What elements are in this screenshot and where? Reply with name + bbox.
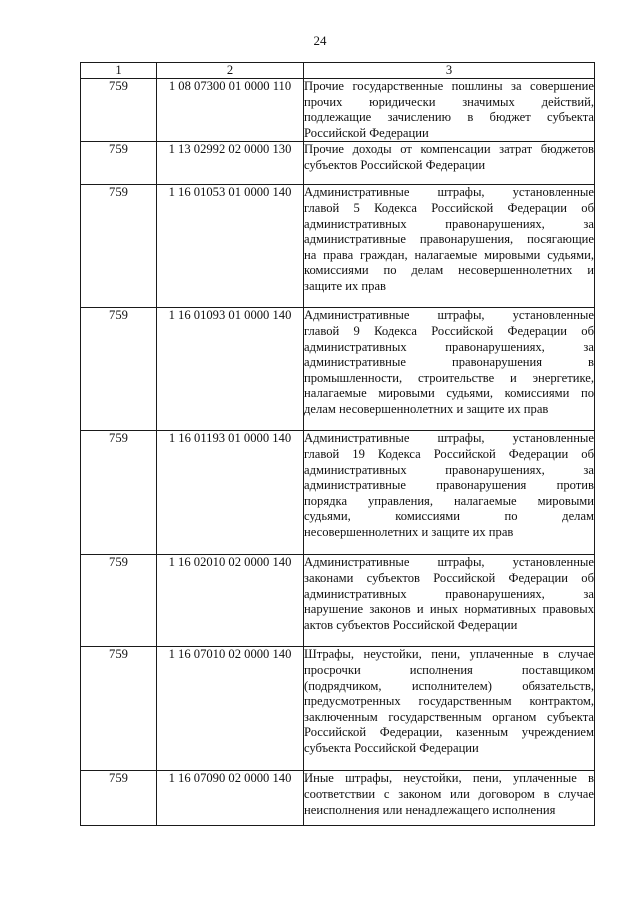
revenue-name-line: Иные штрафы, неустойки, пени, уплаченные в bbox=[304, 771, 594, 786]
revenue-name-line: Прочие доходы от компенсации затрат бюджетов bbox=[304, 142, 594, 157]
revenue-name-line: административных правонарушениях, за bbox=[304, 586, 594, 601]
budget-classification-code: 1 16 02010 02 0000 140 bbox=[157, 555, 304, 647]
revenue-name-line: порядка управления, налагаемые мировыми bbox=[304, 493, 594, 508]
table-row bbox=[81, 142, 595, 185]
table-row bbox=[81, 185, 595, 308]
revenue-name-line: (подрядчиком, исполнителем) обязательств, bbox=[304, 678, 594, 693]
administrator-code: 759 bbox=[81, 308, 157, 431]
revenue-name-line: законами субъектов Российской Федерации об bbox=[304, 570, 594, 585]
column-header-1: 1 bbox=[81, 63, 157, 79]
revenue-name-line: подлежащие зачислению в бюджет субъекта bbox=[304, 110, 594, 125]
revenue-name-line: административные правонарушения в bbox=[304, 355, 594, 370]
revenue-name-line: Административные штрафы, установленные bbox=[304, 431, 594, 446]
revenue-name-line: субъекта Российской Федерации bbox=[304, 740, 479, 755]
revenue-name bbox=[304, 431, 595, 555]
revenue-name-line: главой 9 Кодекса Российской Федерации об bbox=[304, 323, 594, 338]
revenue-name bbox=[304, 647, 595, 771]
revenue-name-line: Административные штрафы, установленные bbox=[304, 308, 594, 323]
revenue-name-line: Российской Федерации bbox=[304, 125, 429, 140]
revenue-name-line: комиссиями по делам несовершеннолетних и bbox=[304, 263, 594, 278]
revenue-name-line: соответствии с законом или договором в случае bbox=[304, 786, 594, 801]
table-row bbox=[81, 79, 595, 142]
revenue-name-line: судьями, комиссиями по делам bbox=[304, 509, 594, 524]
revenue-name-line: предусмотренных государственным контрактом, bbox=[304, 694, 594, 709]
revenue-name-line: актов субъектов Российской Федерации bbox=[304, 617, 518, 632]
revenue-name bbox=[304, 555, 595, 647]
table-row bbox=[81, 431, 595, 555]
revenue-name-line: Административные штрафы, установленные bbox=[304, 555, 594, 570]
budget-classification-code: 1 16 01093 01 0000 140 bbox=[157, 308, 304, 431]
table-row bbox=[81, 771, 595, 826]
revenue-name bbox=[304, 142, 595, 185]
budget-classification-code: 1 16 07090 02 0000 140 bbox=[157, 771, 304, 826]
administrator-code: 759 bbox=[81, 555, 157, 647]
column-header-3: 3 bbox=[304, 63, 595, 79]
revenue-name-line: промышленности, строительстве и энергетике, bbox=[304, 370, 594, 385]
revenue-name-line: главой 19 Кодекса Российской Федерации об bbox=[304, 446, 594, 461]
revenue-name-line: просрочки исполнения поставщиком bbox=[304, 662, 594, 677]
table-row bbox=[81, 555, 595, 647]
revenue-name-line: административные правонарушения, посягающие bbox=[304, 232, 594, 247]
budget-classification-code: 1 16 07010 02 0000 140 bbox=[157, 647, 304, 771]
revenue-name-line: защите их прав bbox=[304, 278, 387, 293]
revenue-name-line: административные правонарушения против bbox=[304, 478, 594, 493]
page-number: 24 bbox=[313, 33, 327, 48]
administrator-code: 759 bbox=[81, 79, 157, 142]
revenue-name-line: административных правонарушениях, за bbox=[304, 216, 594, 231]
revenue-name-line: на права граждан, налагаемые мировыми судьями, bbox=[304, 247, 594, 262]
revenue-name-line: несовершеннолетних и защите их прав bbox=[304, 524, 514, 539]
administrator-code: 759 bbox=[81, 647, 157, 771]
table-row bbox=[81, 308, 595, 431]
revenue-name-line: заключенным государственным органом субъекта bbox=[304, 709, 594, 724]
budget-classification-code: 1 16 01193 01 0000 140 bbox=[157, 431, 304, 555]
administrator-code: 759 bbox=[81, 142, 157, 185]
revenue-name-line: прочих юридически значимых действий, bbox=[304, 94, 594, 109]
administrator-code: 759 bbox=[81, 185, 157, 308]
revenue-name-line: налагаемые мировыми судьями, комиссиями по bbox=[304, 386, 594, 401]
revenue-name-line: Штрафы, неустойки, пени, уплаченные в случае bbox=[304, 647, 594, 662]
revenue-name-line: Российской Федерации, казенным учреждением bbox=[304, 725, 594, 740]
budget-classification-code: 1 16 01053 01 0000 140 bbox=[157, 185, 304, 308]
revenue-name bbox=[304, 771, 595, 826]
revenue-name bbox=[304, 185, 595, 308]
revenue-name-line: субъектов Российской Федерации bbox=[304, 157, 486, 172]
budget-codes-table bbox=[80, 62, 595, 826]
revenue-name bbox=[304, 79, 595, 142]
budget-classification-code: 1 08 07300 01 0000 110 bbox=[157, 79, 304, 142]
revenue-name bbox=[304, 308, 595, 431]
table-header-row bbox=[81, 63, 595, 79]
revenue-name-line: делам несовершеннолетних и защите их прав bbox=[304, 401, 549, 416]
revenue-name-line: административных правонарушениях, за bbox=[304, 462, 594, 477]
revenue-name-line: административных правонарушениях, за bbox=[304, 339, 594, 354]
revenue-name-line: главой 5 Кодекса Российской Федерации об bbox=[304, 200, 594, 215]
revenue-name-line: неисполнения или ненадлежащего исполнения bbox=[304, 802, 556, 817]
revenue-name-line: Прочие государственные пошлины за совершение bbox=[304, 79, 594, 93]
budget-classification-code: 1 13 02992 02 0000 130 bbox=[157, 142, 304, 185]
administrator-code: 759 bbox=[81, 431, 157, 555]
revenue-name-line: Административные штрафы, установленные bbox=[304, 185, 594, 200]
revenue-name-line: нарушение законов и иных нормативных правовых bbox=[304, 602, 594, 617]
administrator-code: 759 bbox=[81, 771, 157, 826]
column-header-2: 2 bbox=[157, 63, 304, 79]
table-row bbox=[81, 647, 595, 771]
